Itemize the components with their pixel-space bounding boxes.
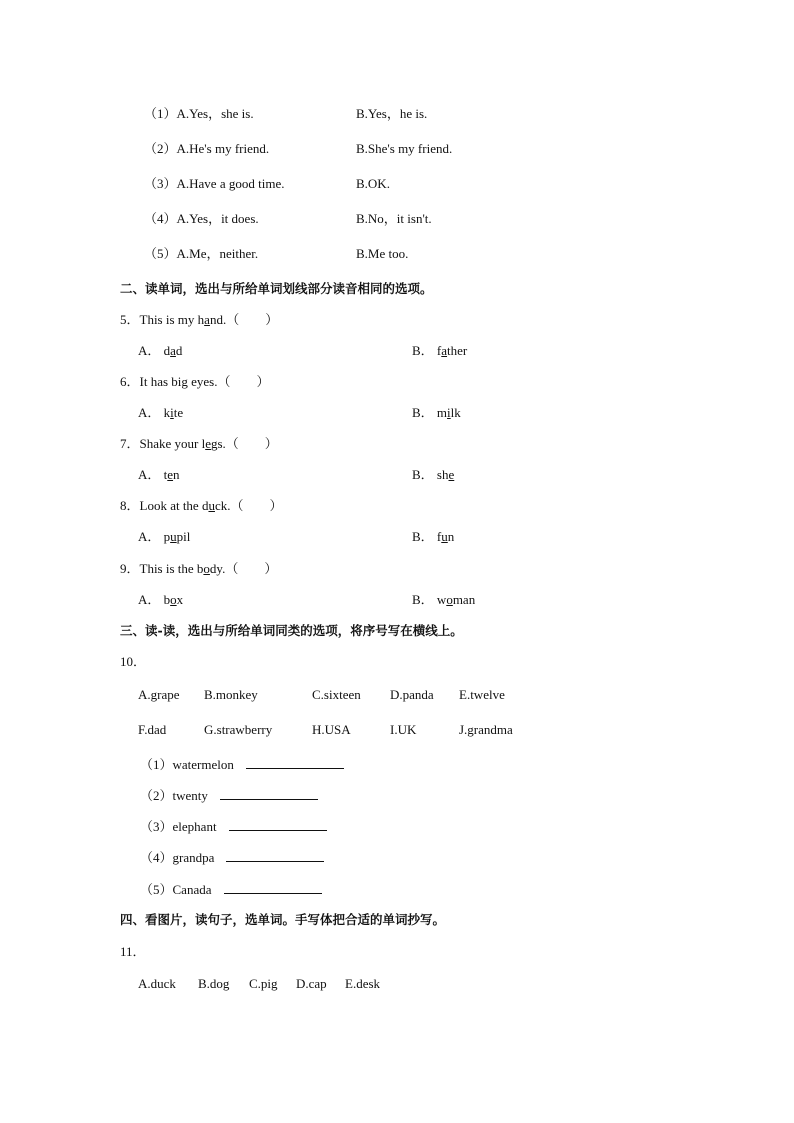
question-8-option-b[interactable]: B． fun bbox=[412, 529, 455, 544]
word-option: E.desk bbox=[345, 976, 381, 991]
choice-row-4 bbox=[144, 211, 259, 227]
question-7-stem: 7．Shake your legs.（ ） bbox=[120, 436, 278, 451]
answer-blank[interactable] bbox=[224, 881, 322, 894]
answer-blank[interactable] bbox=[229, 818, 327, 831]
choice-a: A.Yes，it does. bbox=[176, 211, 259, 226]
question-6-stem: 6．It has big eyes.（ ） bbox=[120, 374, 270, 389]
word-option: A.duck bbox=[138, 976, 176, 991]
word-option: H.USA bbox=[312, 722, 351, 737]
question-9-option-a[interactable]: A． box bbox=[138, 592, 184, 607]
choice-b: B.Me too. bbox=[356, 246, 409, 261]
question-11-number: 11． bbox=[120, 944, 146, 959]
word-option: F.dad bbox=[138, 722, 167, 737]
word-option: C.sixteen bbox=[312, 687, 361, 702]
question-7-option-b[interactable]: B． she bbox=[412, 467, 455, 482]
question-5-option-a[interactable]: A． dad bbox=[138, 343, 183, 358]
word-option: B.dog bbox=[198, 976, 230, 991]
question-5-option-b[interactable]: B． father bbox=[412, 343, 468, 358]
word-option: J.grandma bbox=[459, 722, 513, 737]
question-5-stem: 5．This is my hand.（ ） bbox=[120, 312, 279, 327]
word-option: B.monkey bbox=[204, 687, 258, 702]
fill-item-5: （5）Canada bbox=[140, 881, 322, 898]
question-8-option-a[interactable]: A． pupil bbox=[138, 529, 191, 544]
question-8-stem: 8．Look at the duck.（ ） bbox=[120, 498, 283, 513]
choice-row-2 bbox=[144, 141, 269, 157]
choice-b: B.Yes，he is. bbox=[356, 106, 428, 121]
section-3-title: 三、读-读，选出与所给单词同类的选项，将序号写在横线上。 bbox=[120, 623, 463, 638]
choice-a: A.He's my friend. bbox=[176, 141, 270, 156]
word-option: G.strawberry bbox=[204, 722, 273, 737]
answer-blank[interactable] bbox=[220, 787, 318, 800]
choice-a: A.Yes，she is. bbox=[176, 106, 254, 121]
word-option: A.grape bbox=[138, 687, 180, 702]
answer-blank[interactable] bbox=[226, 849, 324, 862]
choice-num: （3） bbox=[144, 176, 177, 191]
question-6-option-a[interactable]: A． kite bbox=[138, 405, 184, 420]
word-option: I.UK bbox=[390, 722, 417, 737]
choice-a: A.Me，neither. bbox=[176, 246, 259, 261]
word-option: E.twelve bbox=[459, 687, 505, 702]
choice-num: （4） bbox=[144, 211, 177, 226]
question-6-option-b[interactable]: B． milk bbox=[412, 405, 461, 420]
word-option: D.cap bbox=[296, 976, 327, 991]
section-2-title: 二、读单词，选出与所给单词划线部分读音相同的选项。 bbox=[120, 281, 433, 296]
choice-row-3 bbox=[144, 176, 284, 192]
fill-item-2: （2）twenty bbox=[140, 787, 318, 804]
section-4-title: 四、看图片，读句子，选单词。手写体把合适的单词抄写。 bbox=[120, 912, 446, 927]
choice-b: B.No，it isn't. bbox=[356, 211, 432, 226]
question-10-number: 10． bbox=[120, 654, 147, 669]
answer-blank[interactable] bbox=[246, 756, 344, 769]
choice-num: （1） bbox=[144, 106, 177, 121]
choice-b: B.She's my friend. bbox=[356, 141, 453, 156]
choice-num: （2） bbox=[144, 141, 177, 156]
word-option: C.pig bbox=[249, 976, 278, 991]
choice-row-1 bbox=[144, 106, 254, 122]
choice-b: B.OK. bbox=[356, 176, 390, 191]
question-9-option-b[interactable]: B． woman bbox=[412, 592, 476, 607]
word-option: D.panda bbox=[390, 687, 434, 702]
choice-row-5 bbox=[144, 246, 258, 262]
fill-item-3: （3）elephant bbox=[140, 818, 327, 835]
question-9-stem: 9．This is the body.（ ） bbox=[120, 561, 278, 576]
question-7-option-a[interactable]: A． ten bbox=[138, 467, 180, 482]
fill-item-1: （1）watermelon bbox=[140, 756, 344, 773]
fill-item-4: （4）grandpa bbox=[140, 849, 324, 866]
choice-num: （5） bbox=[144, 246, 177, 261]
choice-a: A.Have a good time. bbox=[176, 176, 285, 191]
